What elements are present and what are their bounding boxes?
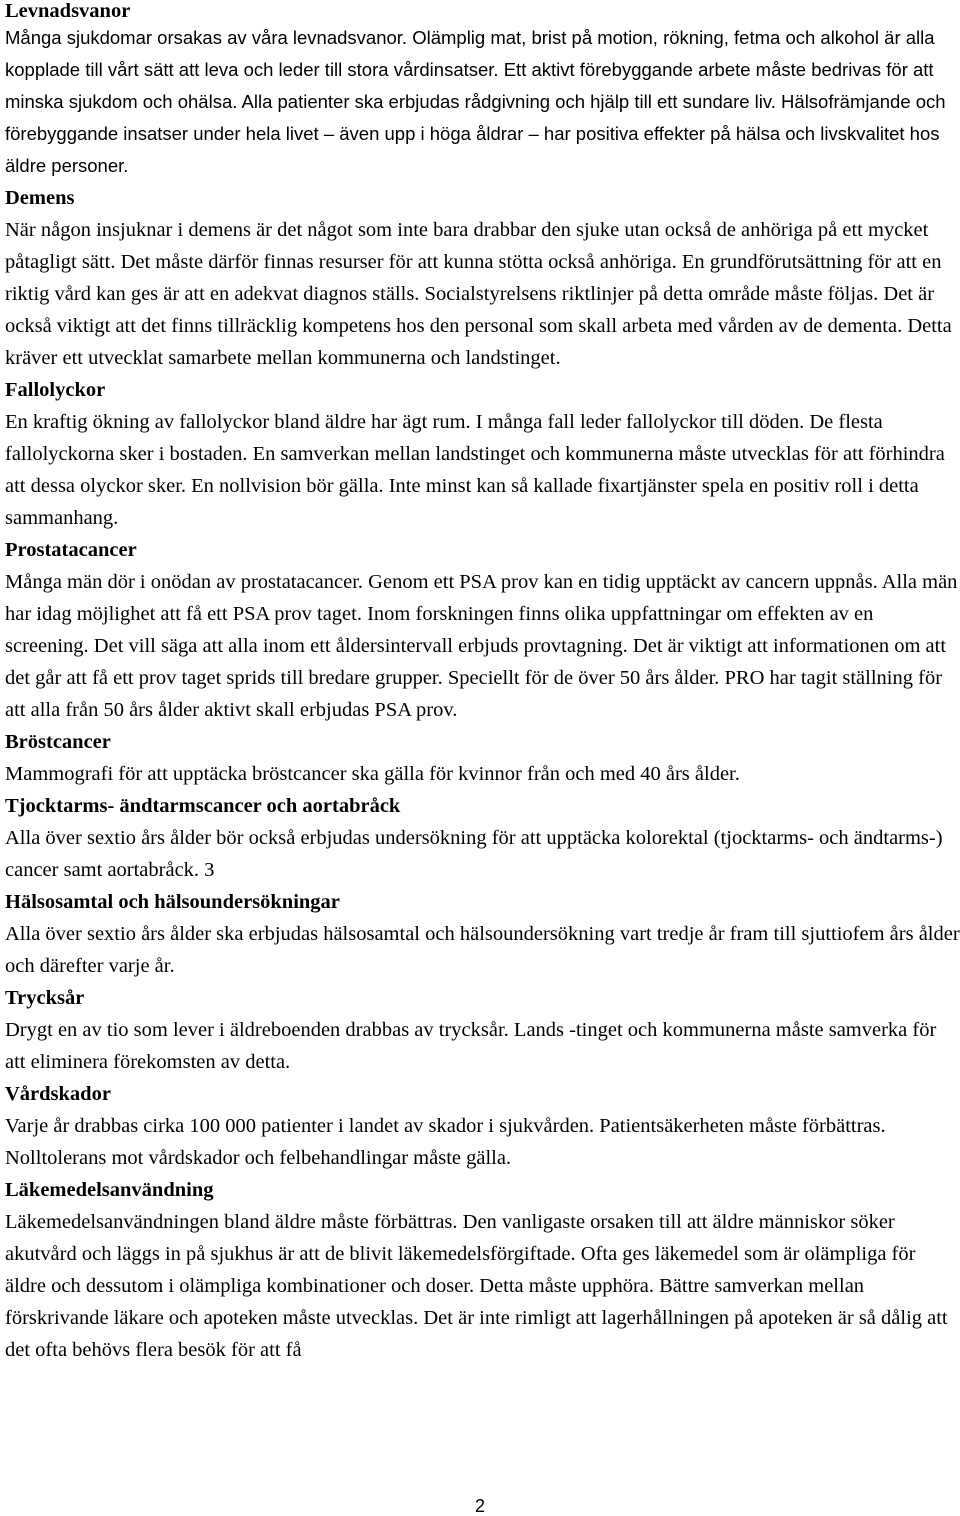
section-heading-prostatacancer: Prostatacancer: [5, 539, 137, 561]
section-paragraph-trycksar: Drygt en av tio som lever i äldreboenden drabbas av trycksår. Lands -tinget och kommunerna måste samverka för att eliminera förekomsten av detta.: [5, 1019, 937, 1073]
section-heading-levnadsvanor: Levnadsvanor: [5, 0, 131, 22]
section-paragraph-demens: När någon insjuknar i demens är det något som inte bara drabbar den sjuke utan också de anhöriga på ett mycket påtagligt sätt. Det måste därför finnas resurser för att kunna stötta också anhöriga. En grundförutsättning för att en riktig vård kan ges är att en adekvat diagnos ställs. Socialstyrelsens riktlinjer på detta område måste följas. Det är också viktigt att det finns tillräcklig kompetens hos den personal som skall arbeta med vården av de dementa. Detta kräver ett utvecklat samarbete mellan kommunerna och landstinget.: [5, 219, 952, 369]
section-paragraph-prostatacancer: Många män dör i onödan av prostatacancer. Genom ett PSA prov kan en tidig upptäckt av cancern uppnås. Alla män har idag möjlighet att få ett PSA prov taget. Inom forskningen finns olika uppfattningar om effekten av en screening. Det vill säga att alla inom ett åldersintervall erbjuds provtagning. Det är viktigt att informationen om att det går att få ett prov taget sprids till bredare grupper. Speciellt för de över 50 års ålder. PRO har tagit ställning för att alla från 50 års ålder aktivt skall erbjudas PSA prov.: [5, 571, 958, 721]
section-paragraph-tjocktarm: Alla över sextio års ålder bör också erbjudas undersökning för att upptäcka kolorektal (tjocktarms- och ändtarms-) cancer samt aortabråck. 3: [5, 827, 943, 881]
document-page: [5, 0, 960, 1366]
section-heading-halsosamtal: Hälsosamtal och hälsoundersökningar: [5, 891, 340, 913]
section-paragraph-fallolyckor: En kraftig ökning av fallolyckor bland äldre har ägt rum. I många fall leder fallolyckor till döden. De flesta fallolyckorna sker i bostaden. En samverkan mellan landstinget och kommunerna måste utvecklas för att förhindra att dessa olyckor sker. En nollvision bör gälla. Inte minst kan så kallade fixartjänster spela en positiv roll i detta sammanhang.: [5, 411, 945, 529]
section-heading-trycksar: Trycksår: [5, 987, 85, 1009]
section-heading-brostcancer: Bröstcancer: [5, 731, 111, 753]
section-heading-vardskador: Vårdskador: [5, 1083, 111, 1105]
section-paragraph-halsosamtal: Alla över sextio års ålder ska erbjudas hälsosamtal och hälsoundersökning vart tredje år fram till sjuttiofem års ålder och därefter varje år.: [5, 923, 960, 977]
section-heading-fallolyckor: Fallolyckor: [5, 379, 106, 401]
section-paragraph-vardskador: Varje år drabbas cirka 100 000 patienter i landet av skador i sjukvården. Patientsäkerheten måste förbättras. Nolltolerans mot vårdskador och felbehandlingar måste gälla.: [5, 1115, 886, 1169]
section-paragraph-levnadsvanor: Många sjukdomar orsakas av våra levnadsvanor. Olämplig mat, brist på motion, rökning, fetma och alkohol är alla kopplade till vårt sätt att leva och leder till stora vårdinsatser. Ett aktivt förebyggande arbete måste bedrivas för att minska sjukdom och ohälsa. Alla patienter ska erbjudas rådgivning och hjälp till ett sundare liv. Hälsofrämjande och förebyggande insatser under hela livet – även upp i höga åldrar – har positiva effekter på hälsa och livskvalitet hos äldre personer.: [5, 27, 946, 176]
section-heading-tjocktarm: Tjocktarms- ändtarmscancer och aortabråck: [5, 795, 401, 817]
section-heading-demens: Demens: [5, 187, 75, 209]
section-heading-lakemedel: Läkemedelsanvändning: [5, 1179, 214, 1201]
page-number: 2: [474, 1496, 485, 1516]
section-paragraph-brostcancer: Mammografi för att upptäcka bröstcancer ska gälla för kvinnor från och med 40 års ålder.: [5, 763, 740, 785]
section-paragraph-lakemedel: Läkemedelsanvändningen bland äldre måste förbättras. Den vanligaste orsaken till att äldre människor söker akutvård och läggs in på sjukhus är att de blivit läkemedelsförgiftade. Ofta ges läkemedel som är olämpliga för äldre och dessutom i olämpliga kombinationer och doser. Detta måste upphöra. Bättre samverkan mellan förskrivande läkare och apoteken måste utvecklas. Det är inte rimligt att lagerhållningen på apoteken är så dålig att det ofta behövs flera besök för att få: [5, 1211, 948, 1361]
